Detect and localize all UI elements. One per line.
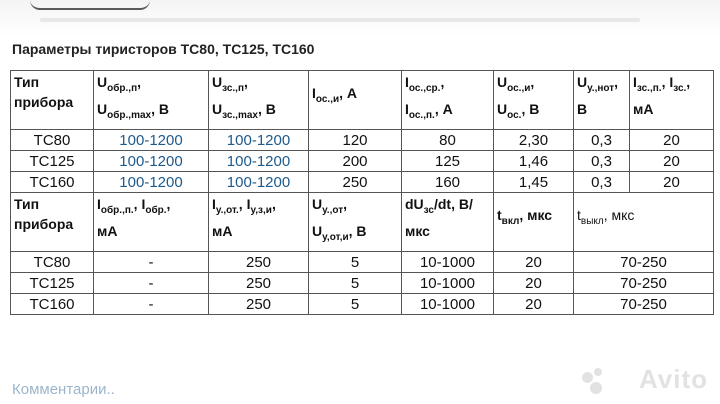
header-row-2 xyxy=(11,193,714,252)
header-row-1 xyxy=(11,71,714,130)
page-title: Параметры тиристоров ТС80, ТС125, ТС160 xyxy=(12,41,315,57)
cell: - xyxy=(94,252,209,273)
cell: 10-1000 xyxy=(402,273,494,294)
table-row xyxy=(11,172,714,193)
cell: 2,30 xyxy=(494,130,574,151)
cell: ТС160 xyxy=(11,172,94,193)
cell: 20 xyxy=(494,252,574,273)
cell: 100-1200 xyxy=(209,130,309,151)
cell: 250 xyxy=(209,294,309,315)
table-row xyxy=(11,130,714,151)
avito-logo-icon xyxy=(582,368,608,394)
cell: 100-1200 xyxy=(209,172,309,193)
cell: 20 xyxy=(630,151,714,172)
cell: 80 xyxy=(402,130,494,151)
cropped-scribble xyxy=(30,0,150,10)
header-device-type: Тип прибора xyxy=(11,71,94,130)
cell: 160 xyxy=(402,172,494,193)
cell: 10-1000 xyxy=(402,294,494,315)
cell: 5 xyxy=(309,294,402,315)
cell: 20 xyxy=(630,172,714,193)
cell: 250 xyxy=(309,172,402,193)
header-du-dt: $dU_{зс}/dt$, В/ мкс xyxy=(402,193,494,252)
cell: 250 xyxy=(209,252,309,273)
header-u-zs: $U_{зс.,п}$, $U_{зс.,max}$, В xyxy=(209,71,309,130)
cell: ТС160 xyxy=(11,294,94,315)
table-row xyxy=(11,151,714,172)
header-device-type-2: Тип прибора xyxy=(11,193,94,252)
cell: - xyxy=(94,273,209,294)
faded-text-line xyxy=(40,18,640,22)
header-u-os: $U_{ос.,и}$, $U_{ос.}$, В xyxy=(494,71,574,130)
table-row xyxy=(11,273,714,294)
table-row xyxy=(11,252,714,273)
header-i-os-sr: $I_{ос.,ср.}$, $I_{ос.,п.}$, А xyxy=(402,71,494,130)
cell: 0,3 xyxy=(574,130,630,151)
cell: 250 xyxy=(209,273,309,294)
cell: 20 xyxy=(494,273,574,294)
cell: ТС125 xyxy=(11,273,94,294)
avito-watermark: Avito xyxy=(638,364,708,394)
cell: 70-250 xyxy=(574,252,714,273)
cell: 0,3 xyxy=(574,151,630,172)
cell: 20 xyxy=(494,294,574,315)
cell: 20 xyxy=(630,130,714,151)
cell: ТС80 xyxy=(11,252,94,273)
cell: 70-250 xyxy=(574,273,714,294)
cell: 5 xyxy=(309,273,402,294)
cell: 120 xyxy=(309,130,402,151)
cell: 125 xyxy=(402,151,494,172)
cropped-top-area xyxy=(0,0,720,36)
cell: ТС80 xyxy=(11,130,94,151)
cell: 1,45 xyxy=(494,172,574,193)
header-u-y-not: $U_{у.,нот}$, В xyxy=(574,71,630,130)
header-t-vkl: $t_{вкл}$, мкс xyxy=(494,193,574,252)
thyristor-parameters-table xyxy=(10,70,714,315)
header-i-obr: $I_{обр.,п.}$, $I_{обр.}$, мА xyxy=(94,193,209,252)
header-i-zs: $I_{зс.,п.}$, $I_{зс.}$, мА xyxy=(630,71,714,130)
cell: 200 xyxy=(309,151,402,172)
cell: - xyxy=(94,294,209,315)
cell: 100-1200 xyxy=(94,130,209,151)
cell: 1,46 xyxy=(494,151,574,172)
cell: 0,3 xyxy=(574,172,630,193)
header-u-obr: $U_{обр.,п}$, $U_{обр.,max}$, В xyxy=(94,71,209,130)
cell: 100-1200 xyxy=(209,151,309,172)
header-i-os-i: $I_{ос.,и}$, А xyxy=(309,71,402,130)
cell: 70-250 xyxy=(574,294,714,315)
cell: 100-1200 xyxy=(94,172,209,193)
cell: 100-1200 xyxy=(94,151,209,172)
table-row xyxy=(11,294,714,315)
cell: 5 xyxy=(309,252,402,273)
header-u-y-ot: $U_{у.,от}$, $U_{у,от,и}$, В xyxy=(309,193,402,252)
comments-link[interactable]: Комментарии.. xyxy=(12,381,115,398)
cell: ТС125 xyxy=(11,151,94,172)
cell: 10-1000 xyxy=(402,252,494,273)
header-i-y-ot: $I_{у.,от.}$, $I_{у,з,и}$, мА xyxy=(209,193,309,252)
header-t-vykl: $t_{выкл}$, мкс xyxy=(574,193,714,252)
